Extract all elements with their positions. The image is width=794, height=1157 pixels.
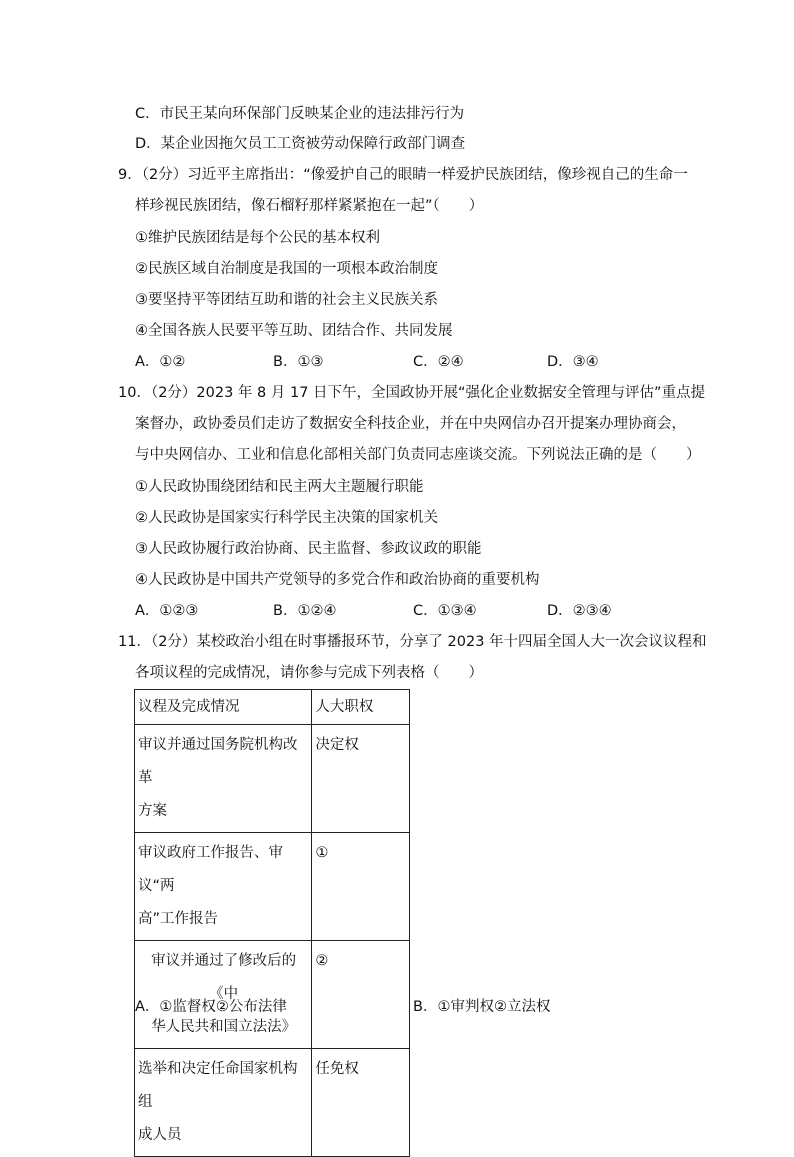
table-header-cell: 议程及完成情况 bbox=[135, 690, 312, 725]
q11-option-a[interactable]: A．①监督权②公布法律 bbox=[135, 999, 287, 1015]
table-header-row bbox=[135, 690, 410, 725]
q10-stem-line1: 10．（2分）2023 年 8 月 17 日下午，全国政协开展“强化企业数据安全管理与评估”重点提 bbox=[118, 385, 706, 401]
q10-stem-line3: 与中央网信办、工业和信息化部相关部门负责同志座谈交流。下列说法正确的是（ ） bbox=[135, 447, 701, 463]
table-header-cell: 人大职权 bbox=[312, 690, 410, 725]
q9-option-b[interactable]: B．①③ bbox=[273, 354, 324, 370]
table-row bbox=[135, 1049, 410, 1157]
q9-option-d[interactable]: D．③④ bbox=[547, 354, 599, 370]
q9-statement-3: ③要坚持平等团结互助和谐的社会主义民族关系 bbox=[135, 292, 438, 308]
table-cell: ② bbox=[312, 941, 410, 1049]
table-cell: 审议并通过国务院机构改革 方案 bbox=[135, 725, 312, 833]
q11-stem-line1: 11．（2分）某校政治小组在时事播报环节，分享了 2023 年十四届全国人大一次会议议程和 bbox=[118, 634, 707, 650]
q10-option-d[interactable]: D．②③④ bbox=[547, 603, 612, 619]
table-row bbox=[135, 725, 410, 833]
q10-option-b[interactable]: B．①②④ bbox=[273, 603, 337, 619]
table-cell: 决定权 bbox=[312, 725, 410, 833]
q10-statement-4: ④人民政协是中国共产党领导的多党合作和政治协商的重要机构 bbox=[135, 572, 540, 588]
table-cell: 审议政府工作报告、审议“两 高”工作报告 bbox=[135, 833, 312, 941]
q9-stem-line1: 9．（2分）习近平主席指出：“像爱护自己的眼睛一样爱护民族团结，像珍视自己的生命一 bbox=[118, 167, 688, 183]
table-cell: ① bbox=[312, 833, 410, 941]
q10-statement-3: ③人民政协履行政治协商、民主监督、参政议政的职能 bbox=[135, 541, 482, 557]
q10-stem-line2: 案督办，政协委员们走访了数据安全科技企业，并在中央网信办召开提案办理协商会， bbox=[135, 416, 686, 432]
q11-option-b[interactable]: B．①审判权②立法权 bbox=[413, 999, 551, 1015]
q8-option-c: C．市民王某向环保部门反映某企业的违法排污行为 bbox=[135, 106, 465, 122]
q11-stem-line2: 各项议程的完成情况，请你参与完成下列表格（ ） bbox=[135, 665, 483, 681]
table-cell: 选举和决定任命国家机构组 成人员 bbox=[135, 1049, 312, 1157]
q9-statement-2: ②民族区域自治制度是我国的一项根本政治制度 bbox=[135, 261, 438, 277]
q10-option-a[interactable]: A．①②③ bbox=[135, 603, 199, 619]
q11-table bbox=[134, 689, 410, 1157]
table-row bbox=[135, 941, 410, 1049]
table-row bbox=[135, 833, 410, 941]
q9-statement-4: ④全国各族人民要平等互助、团结合作、共同发展 bbox=[135, 323, 453, 339]
q9-option-c[interactable]: C．②④ bbox=[413, 354, 464, 370]
q8-option-d: D．某企业因拖欠员工工资被劳动保障行政部门调查 bbox=[135, 136, 466, 152]
table-cell: 审议并通过了修改后的《中 华人民共和国立法法》 bbox=[135, 941, 312, 1049]
q10-statement-1: ①人民政协围绕团结和民主两大主题履行职能 bbox=[135, 479, 424, 495]
q9-stem-line2: 样珍视民族团结，像石榴籽那样紧紧抱在一起”（ ） bbox=[135, 198, 484, 214]
q9-statement-1: ①维护民族团结是每个公民的基本权利 bbox=[135, 230, 380, 246]
table-cell: 任免权 bbox=[312, 1049, 410, 1157]
q10-option-c[interactable]: C．①③④ bbox=[413, 603, 477, 619]
q10-statement-2: ②人民政协是国家实行科学民主决策的国家机关 bbox=[135, 510, 438, 526]
q9-option-a[interactable]: A．①② bbox=[135, 354, 186, 370]
